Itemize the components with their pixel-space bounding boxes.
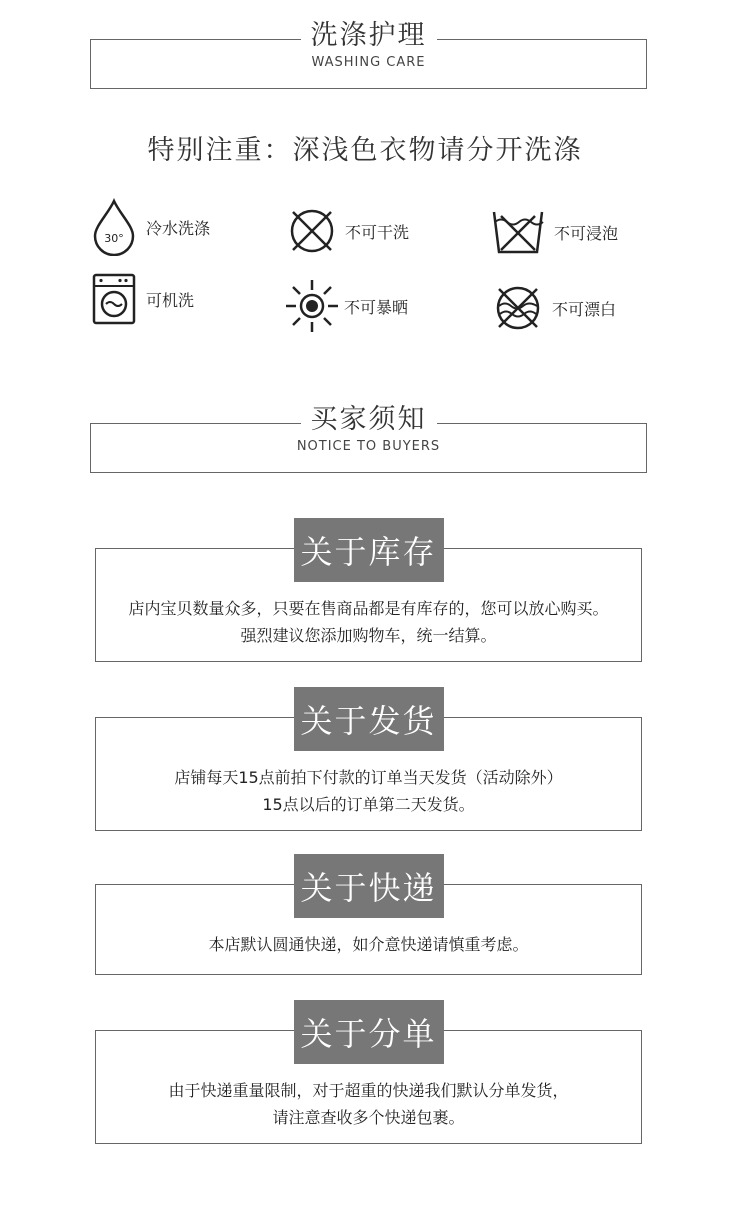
notice-courier-line-1: 本店默认圆通快递，如介意快递请慎重考虑。	[208, 935, 529, 954]
buyers-notice-header	[90, 404, 647, 473]
no-sun-dry-icon	[284, 278, 340, 334]
notice-courier-title: 关于快递	[294, 854, 444, 918]
notice-split-order-body	[96, 1077, 641, 1131]
notice-stock-line-1: 店内宝贝数量众多，只要在售商品都是有库存的，您可以放心购买。	[128, 599, 609, 618]
notice-split-order-line-1: 由于快递重量限制，对于超重的快递我们默认分单发货，	[168, 1081, 569, 1100]
notice-stock-title: 关于库存	[294, 518, 444, 582]
notice-stock-body	[96, 595, 641, 649]
care-item-machine-wash	[92, 273, 194, 325]
care-label-machine-wash: 可机洗	[146, 290, 195, 310]
care-item-no-dry-clean	[289, 208, 409, 254]
care-item-no-bleach	[494, 284, 616, 332]
notice-split-order-title: 关于分单	[294, 1000, 444, 1064]
care-label-no-bleach: 不可漂白	[552, 299, 617, 319]
care-label-no-soak: 不可浸泡	[554, 223, 619, 243]
care-item-no-soak	[492, 208, 618, 256]
svg-text:30°: 30°	[104, 232, 124, 245]
care-label-no-dry-clean: 不可干洗	[345, 222, 410, 242]
no-dry-clean-icon	[289, 208, 335, 254]
notice-shipping-line-2: 15点以后的订单第二天发货。	[262, 795, 475, 814]
care-item-cold-wash	[92, 198, 210, 256]
notice-split-order-line-2: 请注意查收多个快递包裹。	[272, 1108, 465, 1127]
notice-stock	[95, 533, 642, 662]
notice-split-order	[95, 1015, 642, 1144]
washing-care-title: 洗涤护理	[301, 13, 437, 52]
machine-wash-icon	[92, 273, 136, 325]
cold-wash-30-icon	[92, 198, 136, 256]
care-item-no-sun-dry	[284, 278, 408, 334]
notice-shipping-line-1: 店铺每天15点前拍下付款的订单当天发货（活动除外）	[174, 768, 563, 787]
washing-care-header	[90, 20, 647, 89]
notice-shipping-body	[96, 764, 641, 818]
notice-shipping	[95, 702, 642, 831]
notice-courier	[95, 869, 642, 975]
notice-shipping-title: 关于发货	[294, 687, 444, 751]
notice-stock-line-2: 强烈建议您添加购物车，统一结算。	[240, 626, 497, 645]
no-bleach-icon	[494, 284, 542, 332]
care-label-no-sun-dry: 不可暴晒	[344, 297, 409, 317]
care-label-cold-wash: 冷水洗涤	[146, 218, 211, 238]
washing-care-subtitle: WASHING CARE	[311, 55, 426, 70]
buyers-notice-title: 买家须知	[301, 397, 437, 436]
emphasis-text: 特别注重：深浅色衣物请分开洗涤	[147, 135, 583, 166]
notice-courier-body	[96, 931, 641, 958]
buyers-notice-subtitle: NOTICE TO BUYERS	[296, 439, 441, 454]
no-soak-icon	[492, 208, 544, 256]
